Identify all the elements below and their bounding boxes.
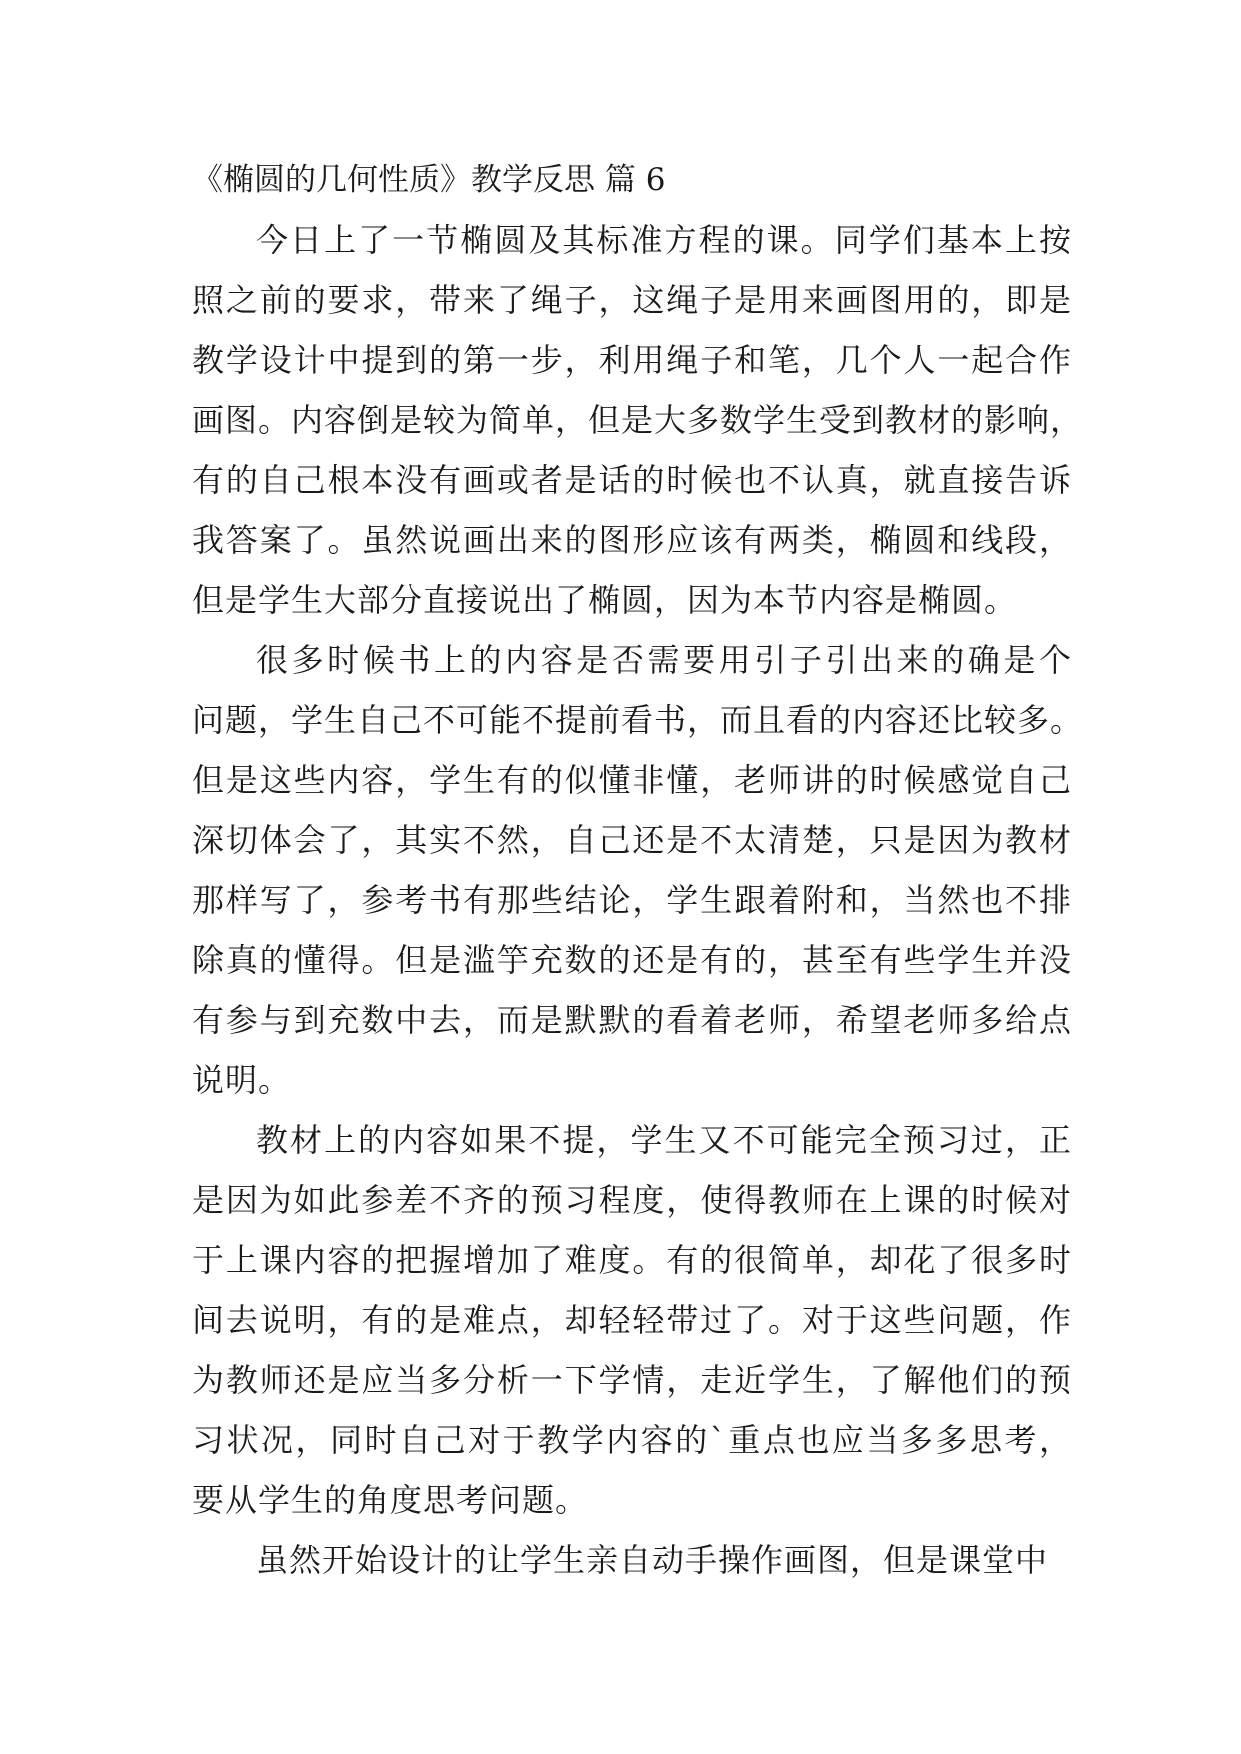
text-line: 间去说明，有的是难点，却轻轻带过了。对于这些问题，作: [192, 1301, 1072, 1339]
text-line: 为教师还是应当多分析一下学情，走近学生，了解他们的预: [192, 1361, 1072, 1399]
document-title: 《椭圆的几何性质》教学反思 篇 6: [192, 162, 666, 198]
text-line: 习状况，同时自己对于教学内容的`重点也应当多多思考，: [192, 1421, 1072, 1459]
text-line: 要从学生的角度思考问题。: [192, 1481, 589, 1519]
text-line: 问题，学生自己不可能不提前看书，而且看的内容还比较多。: [192, 701, 1084, 739]
text-line: 照之前的要求，带来了绳子，这绳子是用来画图用的，即是: [192, 281, 1072, 319]
text-line: 有的自己根本没有画或者是话的时候也不认真，就直接告诉: [192, 461, 1072, 499]
paragraph-container: [192, 210, 1084, 1590]
text-line: 很多时候书上的内容是否需要用引子引出来的确是个: [256, 641, 1072, 679]
text-line: 教学设计中提到的第一步，利用绳子和笔，几个人一起合作: [192, 341, 1072, 379]
text-line: 画图。内容倒是较为简单，但是大多数学生受到教材的影响，: [192, 401, 1084, 439]
text-line: 于上课内容的把握增加了难度。有的很简单，却花了很多时: [192, 1241, 1072, 1279]
paragraph: [192, 1530, 1072, 1590]
text-line: 但是这些内容，学生有的似懂非懂，老师讲的时候感觉自己: [192, 761, 1072, 799]
text-line: 有参与到充数中去，而是默默的看着老师，希望老师多给点: [192, 1001, 1072, 1039]
text-line: 今日上了一节椭圆及其标准方程的课。同学们基本上按: [256, 221, 1072, 259]
text-line: 是因为如此参差不齐的预习程度，使得教师在上课的时候对: [192, 1181, 1072, 1219]
paragraph: [192, 210, 1084, 630]
text-line: 虽然开始设计的让学生亲自动手操作画图，但是课堂中: [256, 1541, 1049, 1579]
text-line: 说明。: [192, 1061, 292, 1099]
text-line: 深切体会了，其实不然，自己还是不太清楚，只是因为教材: [192, 821, 1072, 859]
text-line: 但是学生大部分直接说出了椭圆，因为本节内容是椭圆。: [192, 581, 1018, 619]
paragraph: [192, 630, 1084, 1110]
text-line: 那样写了，参考书有那些结论，学生跟着附和，当然也不排: [192, 881, 1072, 919]
text-line: 我答案了。虽然说画出来的图形应该有两类，椭圆和线段，: [192, 521, 1072, 559]
text-line: 教材上的内容如果不提，学生又不可能完全预习过，正: [256, 1121, 1072, 1159]
document-body: [192, 150, 1084, 1590]
text-line: 除真的懂得。但是滥竽充数的还是有的，甚至有些学生并没: [192, 941, 1072, 979]
paragraph: [192, 1110, 1072, 1530]
